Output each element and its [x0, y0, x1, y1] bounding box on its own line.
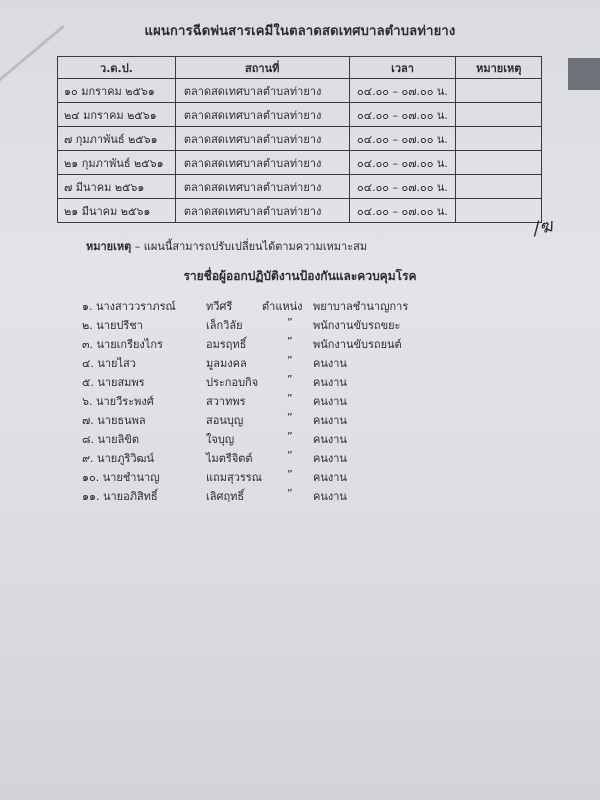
staff-position-label: ตำแหน่ง	[262, 300, 303, 313]
staff-name: ๑๐. นายชำนาญ	[82, 471, 160, 484]
cell-place: ตลาดสดเทศบาลตำบลท่ายาง	[175, 151, 349, 175]
cell-time: ๐๔.๐๐ – ๐๗.๐๐ น.	[349, 175, 456, 199]
staff-role: พนักงานขับรถขยะ	[313, 319, 401, 332]
staff-name: ๓. นายเกรียงไกร	[82, 338, 163, 351]
staff-position-label: ”	[287, 316, 293, 329]
cell-place: ตลาดสดเทศบาลตำบลท่ายาง	[175, 103, 349, 127]
staff-role: คนงาน	[313, 376, 347, 389]
header-date: ว.ด.ป.	[58, 57, 176, 79]
list-item	[0, 373, 600, 391]
remark-text: – แผนนี้สามารถปรับเปลี่ยนได้ตามความเหมาะสม	[134, 240, 368, 253]
list-item	[0, 468, 600, 486]
staff-position-label: ”	[287, 449, 293, 462]
staff-name: ๑๑. นายอภิสิทธิ์	[82, 490, 158, 503]
staff-position-label: ”	[287, 392, 293, 405]
cell-date: ๑๐ มกราคม ๒๕๖๑	[58, 79, 176, 103]
cell-place: ตลาดสดเทศบาลตำบลท่ายาง	[175, 199, 349, 223]
staff-name: ๕. นายสมพร	[82, 376, 145, 389]
staff-role: คนงาน	[313, 452, 347, 465]
staff-surname: ประกอบกิจ	[206, 376, 259, 389]
list-item	[0, 297, 600, 315]
staff-position-label: ”	[287, 411, 293, 424]
header-time: เวลา	[349, 57, 456, 79]
list-item	[0, 449, 600, 467]
cell-place: ตลาดสดเทศบาลตำบลท่ายาง	[175, 79, 349, 103]
staff-surname: อมรฤทธิ์	[206, 338, 247, 351]
cell-time: ๐๔.๐๐ – ๐๗.๐๐ น.	[349, 151, 456, 175]
staff-role: คนงาน	[313, 395, 347, 408]
staff-surname: เล็กวิลัย	[206, 319, 243, 332]
cell-time: ๐๔.๐๐ – ๐๗.๐๐ น.	[349, 103, 456, 127]
cell-date: ๒๔ มกราคม ๒๕๖๑	[58, 103, 176, 127]
staff-surname: เลิศฤทธิ์	[206, 490, 245, 503]
staff-role: คนงาน	[313, 471, 347, 484]
header-note: หมายเหตุ	[456, 57, 542, 79]
staff-position-label: ”	[287, 354, 293, 367]
staff-role: คนงาน	[313, 490, 347, 503]
staff-name: ๘. นายลิขิต	[82, 433, 140, 446]
cell-time: ๐๔.๐๐ – ๐๗.๐๐ น.	[349, 199, 456, 223]
remark-label: หมายเหตุ	[86, 240, 132, 253]
staff-role: พนักงานขับรถยนต์	[313, 338, 402, 351]
cell-place: ตลาดสดเทศบาลตำบลท่ายาง	[175, 127, 349, 151]
staff-list-title: รายชื่อผู้ออกปฏิบัติงานป้องกันและควบคุมโรค	[183, 269, 417, 283]
list-item	[0, 411, 600, 429]
document-title: แผนการฉีดพ่นสารเคมีในตลาดสดเทศบาลตำบลท่ายาง	[144, 24, 456, 39]
cell-time: ๐๔.๐๐ – ๐๗.๐๐ น.	[349, 127, 456, 151]
staff-surname: ไมตรีจิตต์	[206, 452, 253, 465]
cell-date: ๒๑ กุมภาพันธ์ ๒๕๖๑	[58, 151, 176, 175]
cell-place: ตลาดสดเทศบาลตำบลท่ายาง	[175, 175, 349, 199]
staff-position-label: ”	[287, 335, 293, 348]
staff-name: ๖. นายวีระพงศ์	[82, 395, 154, 408]
list-item	[0, 392, 600, 410]
staff-position-label: ”	[287, 487, 293, 500]
staff-name: ๗. นายธนพล	[82, 414, 146, 427]
staff-name: ๙. นายภูริวิฒน์	[82, 452, 154, 465]
staff-position-label: ”	[287, 468, 293, 481]
list-item	[0, 335, 600, 353]
cell-date: ๗ กุมภาพันธ์ ๒๕๖๑	[58, 127, 176, 151]
staff-name: ๑. นางสาววราภรณ์	[82, 300, 176, 313]
staff-role: คนงาน	[313, 414, 347, 427]
staff-role: คนงาน	[313, 357, 347, 370]
staff-name: ๔. นายไสว	[82, 357, 136, 370]
list-item	[0, 430, 600, 448]
list-item	[0, 354, 600, 372]
cell-date: ๒๑ มีนาคม ๒๕๖๑	[58, 199, 176, 223]
staff-surname: ใจบุญ	[206, 433, 235, 446]
staff-surname: สอนบุญ	[206, 414, 244, 427]
staff-position-label: ”	[287, 430, 293, 443]
list-item	[0, 487, 600, 505]
handwritten-signature: /ฆ	[531, 215, 555, 240]
staff-role: พยาบาลชำนาญการ	[313, 300, 409, 313]
staff-name: ๒. นายปรีชา	[82, 319, 143, 332]
staff-surname: แถมสุวรรณ	[206, 471, 262, 484]
cell-date: ๗ มีนาคม ๒๕๖๑	[58, 175, 176, 199]
staff-surname: มูลมงคล	[206, 357, 247, 370]
cell-time: ๐๔.๐๐ – ๐๗.๐๐ น.	[349, 79, 456, 103]
staff-role: คนงาน	[313, 433, 347, 446]
header-place: สถานที่	[175, 57, 349, 79]
staff-position-label: ”	[287, 373, 293, 386]
staff-surname: ทวีศรี	[206, 300, 233, 313]
list-item	[0, 316, 600, 334]
staff-surname: สวาทพร	[206, 395, 246, 408]
